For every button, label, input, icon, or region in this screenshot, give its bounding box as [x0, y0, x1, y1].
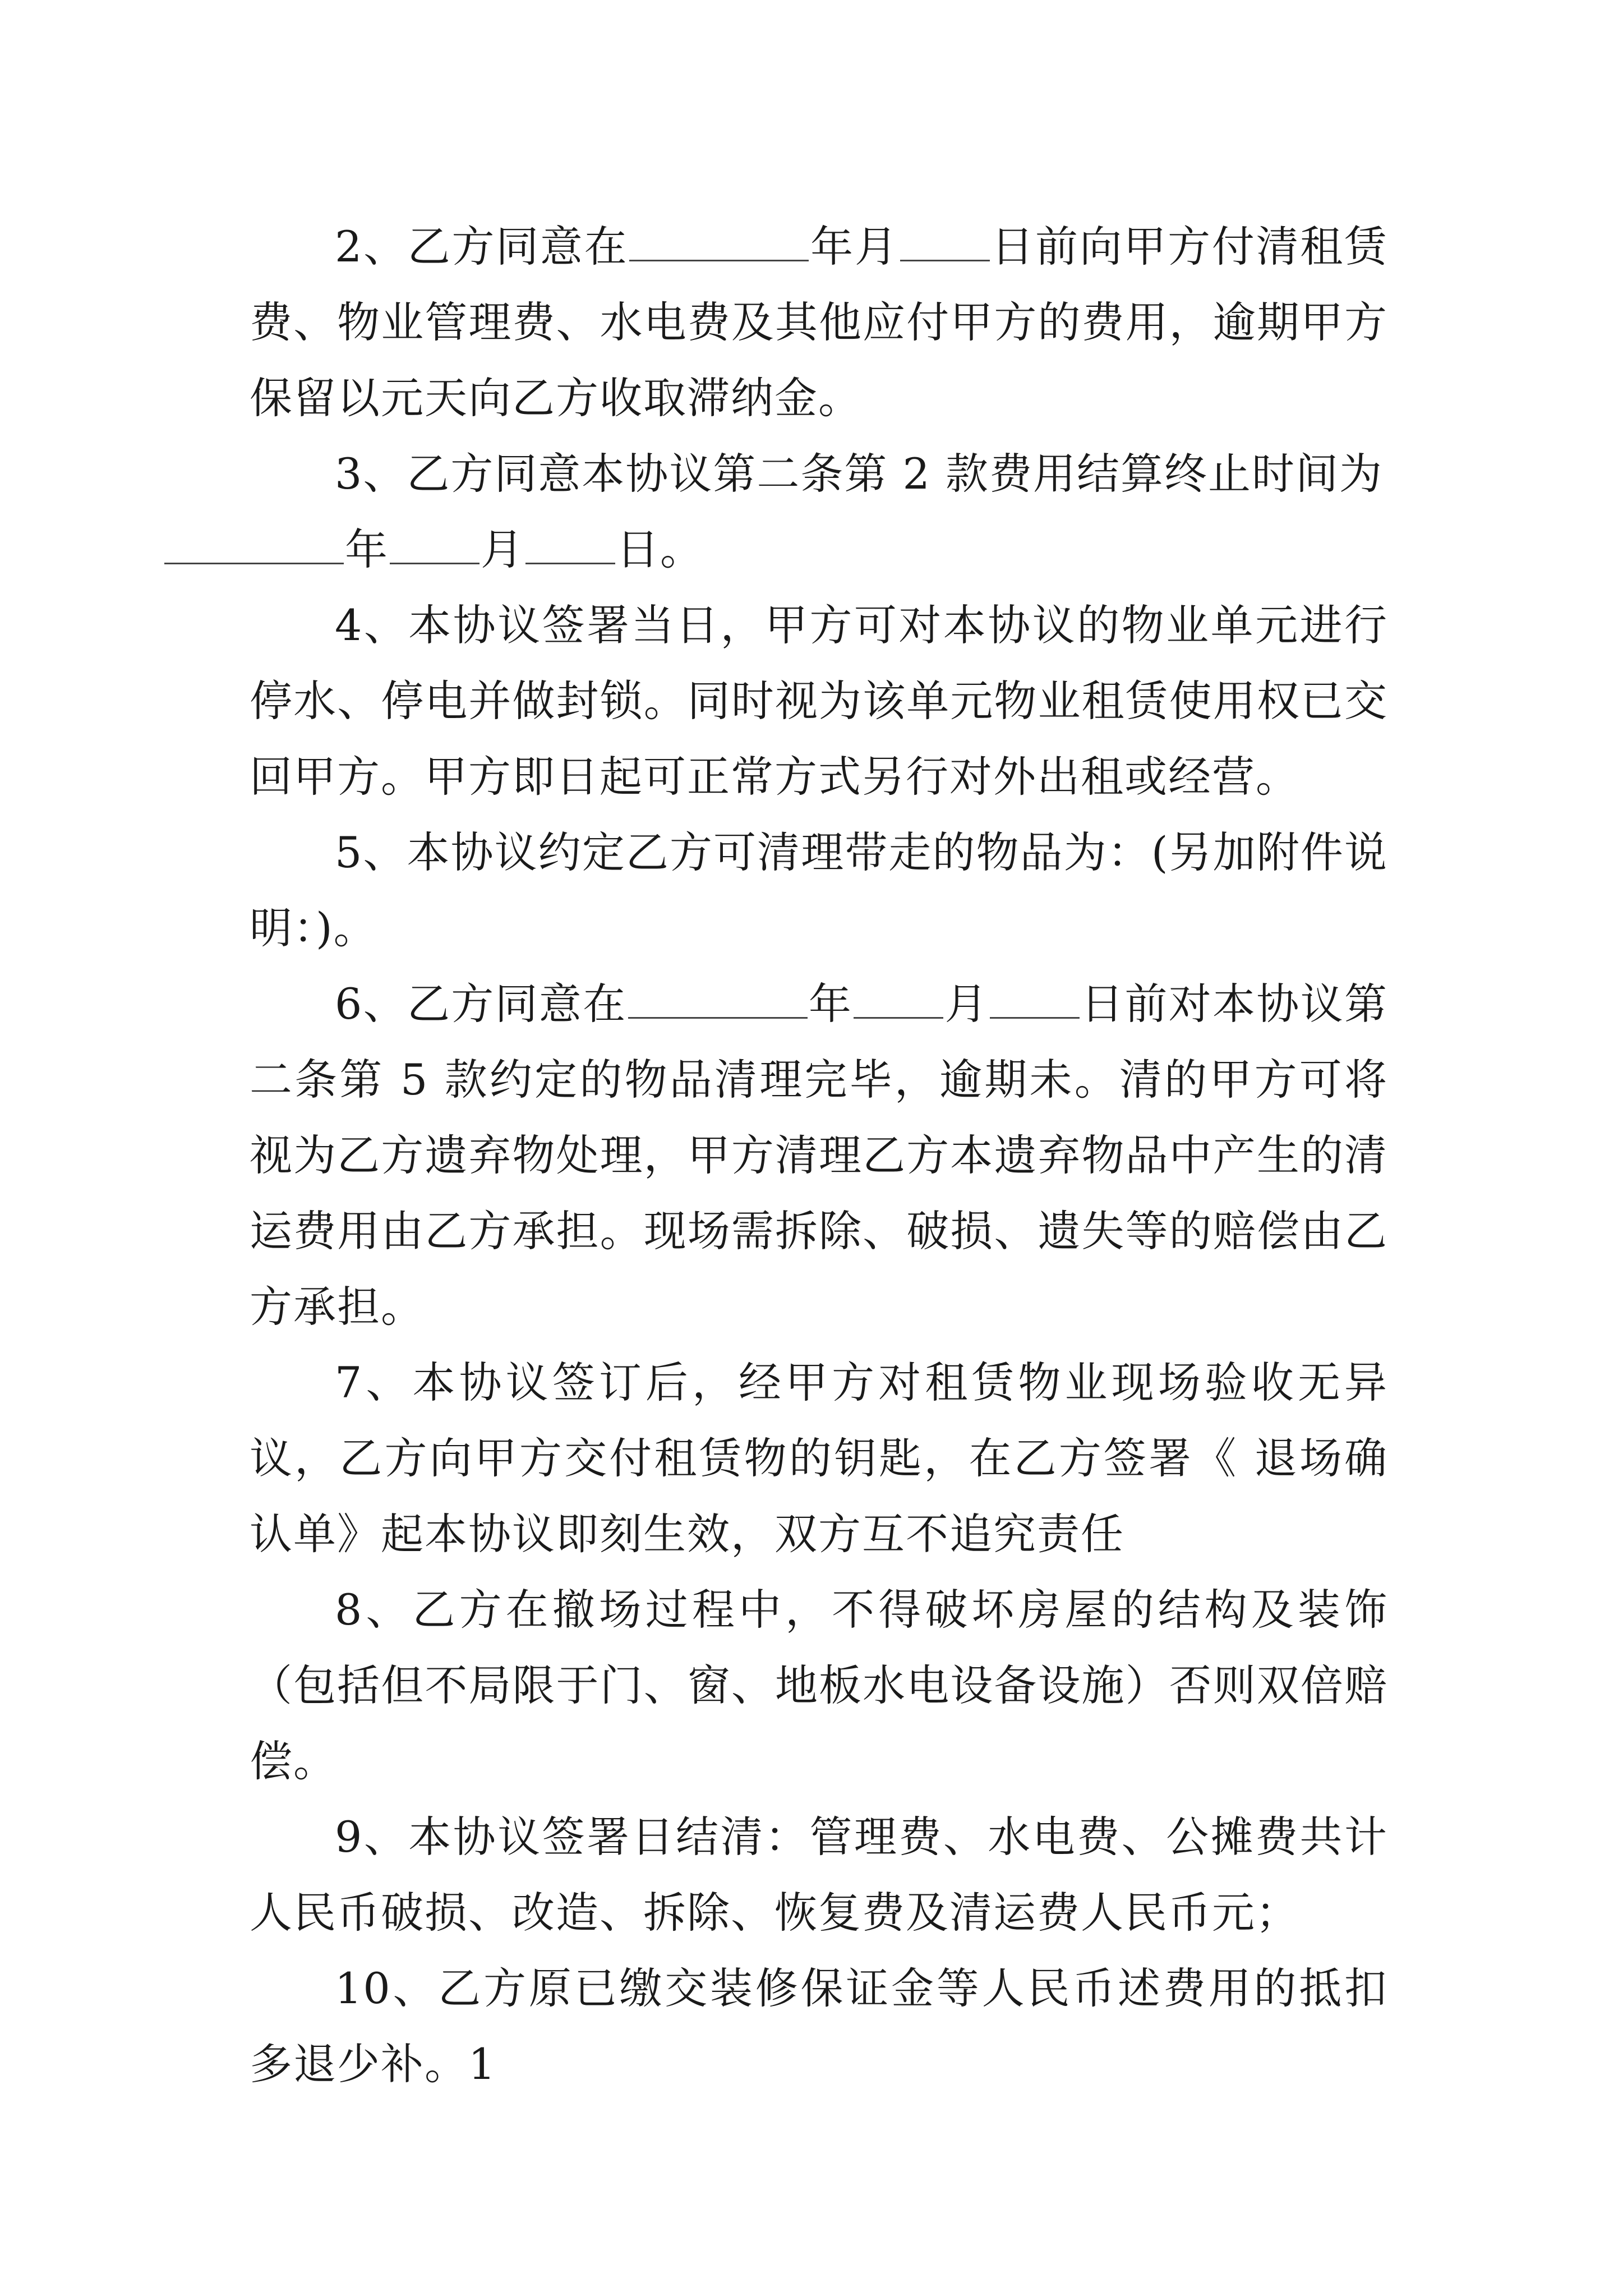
blank-month: [854, 983, 943, 1019]
clause-2: [250, 209, 1388, 436]
blank-year: [629, 226, 809, 261]
clause-3-text-b: 年: [345, 524, 389, 574]
blank-month: [390, 529, 479, 564]
clause-3-text-d: 日。: [616, 524, 704, 574]
clause-2-text-a: 2、乙方同意在: [335, 222, 629, 272]
blank-day: [900, 226, 990, 261]
clause-6-text-a: 6、乙方同意在: [335, 979, 627, 1029]
blank-day: [525, 529, 615, 564]
clause-6-text-c: 月: [944, 979, 989, 1029]
clause-7: 7、本协议签订后，经甲方对租赁物业现场验收无异议，乙方向甲方交付租赁物的钥匙，在乙方签署《 退场确认单》起本协议即刻生效，双方互不追究责任: [250, 1358, 1388, 1559]
clause-6: [250, 966, 1388, 1345]
blank-day: [990, 983, 1080, 1019]
clause-3-text-a: 3、乙方同意本协议第二条第 2 款费用结算终止时间为: [335, 449, 1384, 499]
blank-year: [628, 983, 808, 1019]
clause-5: 5、本协议约定乙方可清理带走的物品为：(另加附件说明：)。: [250, 827, 1388, 953]
clause-6-text-d: 日前对本协议第二条第 5 款约定的物品清理完毕，逾期未。清的甲方可将视为乙方遗弃物处理，甲方清理乙方本遗弃物品中产生的清运费用由乙方承担。现场需拆除、破损、遗失等的赔偿由乙方承担。: [250, 979, 1389, 1332]
clause-9: 9、本协议签署日结清：管理费、水电费、公摊费共计人民币破损、改造、拆除、恢复费及清运费人民币元；: [250, 1812, 1388, 1938]
clause-4: 4、本协议签署当日，甲方可对本协议的物业单元进行停水、停电并做封锁。同时视为该单元物业租赁使用权已交回甲方。甲方即日起可正常方式另行对外出租或经营。: [250, 600, 1388, 802]
clause-10: 10、乙方原已缴交装修保证金等人民币述费用的抵扣多退少补。1: [250, 1963, 1388, 2089]
clause-3-text-c: 月: [481, 524, 524, 574]
clause-2-text-c: 日前向甲方付清租赁费、物业管理费、水电费及其他应付甲方的费用，逾期甲方保留以元天向乙方收取滞纳金。: [250, 222, 1389, 423]
blank-year: [164, 529, 344, 564]
clause-8: 8、乙方在撤场过程中，不得破坏房屋的结构及装饰（包括但不局限于门、窗、地板水电设备设施）否则双倍赔偿。: [250, 1585, 1388, 1786]
agreement-body: [250, 209, 1388, 2102]
clause-6-text-b: 年: [808, 979, 853, 1029]
clause-3: [250, 436, 1388, 587]
clause-2-text-b: 年月: [810, 222, 899, 272]
